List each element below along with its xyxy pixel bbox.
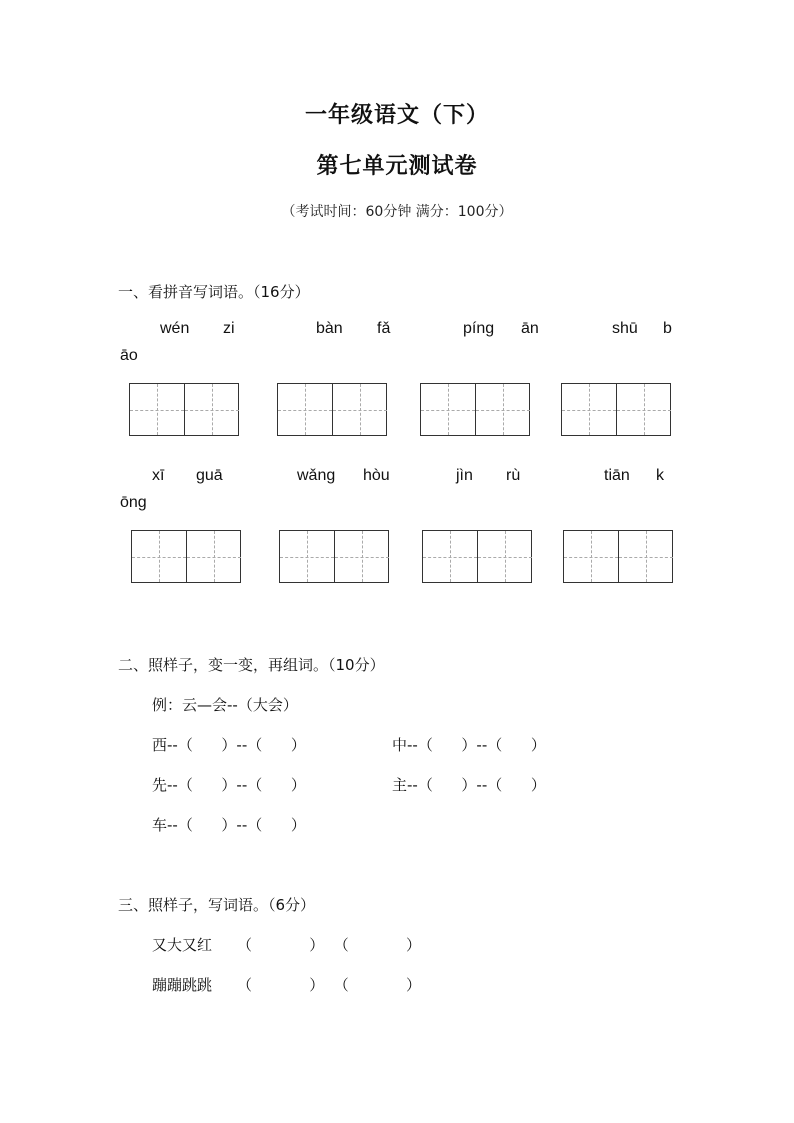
writing-grid[interactable] xyxy=(422,530,532,583)
pinyin: b xyxy=(663,320,672,337)
pinyin-wrap: ōng xyxy=(120,494,147,511)
example-line: 例：云—会--（大会） xyxy=(152,696,298,714)
pinyin: tiān xyxy=(604,467,630,484)
section-1-title: 一、看拼音写词语。（16分） xyxy=(118,283,310,301)
exercise-item[interactable]: 西--（ ）--（ ） xyxy=(152,736,306,754)
example-word: 又大又红 xyxy=(152,936,213,954)
writing-grid[interactable] xyxy=(563,530,673,583)
pinyin: píng xyxy=(463,320,495,337)
writing-grid[interactable] xyxy=(561,383,671,436)
pinyin: zi xyxy=(223,320,235,337)
section-3-title: 三、照样子，写词语。（6分） xyxy=(118,896,316,914)
page-subtitle-title: 第七单元测试卷 xyxy=(316,154,478,179)
pinyin: xī xyxy=(152,467,165,484)
pinyin: ān xyxy=(521,320,539,337)
example-word: 蹦蹦跳跳 xyxy=(152,976,213,994)
writing-grid[interactable] xyxy=(129,383,239,436)
pinyin: hòu xyxy=(363,467,390,484)
writing-grid[interactable] xyxy=(279,530,389,583)
exam-info: （考试时间：60分钟 满分：100分） xyxy=(281,204,513,220)
answer-blanks[interactable]: （ ） （ ） xyxy=(237,976,421,994)
pinyin: wén xyxy=(160,320,190,337)
pinyin: rù xyxy=(506,467,521,484)
exercise-item[interactable]: 先--（ ）--（ ） xyxy=(152,776,306,794)
pinyin: k xyxy=(656,467,664,484)
exercise-item[interactable]: 主--（ ）--（ ） xyxy=(392,776,546,794)
pinyin: bàn xyxy=(316,320,343,337)
writing-grid[interactable] xyxy=(131,530,241,583)
pinyin-wrap: āo xyxy=(120,347,138,364)
exercise-item[interactable]: 车--（ ）--（ ） xyxy=(152,816,306,834)
exercise-item[interactable]: 中--（ ）--（ ） xyxy=(392,736,546,754)
page-title: 一年级语文（下） xyxy=(304,103,489,128)
writing-grid[interactable] xyxy=(420,383,530,436)
pinyin: guā xyxy=(196,467,223,484)
writing-grid[interactable] xyxy=(277,383,387,436)
answer-blanks[interactable]: （ ） （ ） xyxy=(237,936,421,954)
pinyin: jìn xyxy=(456,467,473,484)
pinyin: wǎng xyxy=(297,467,336,484)
pinyin: shū xyxy=(612,320,638,337)
section-2-title: 二、照样子，变一变，再组词。（10分） xyxy=(118,656,385,674)
pinyin: fǎ xyxy=(377,320,391,337)
